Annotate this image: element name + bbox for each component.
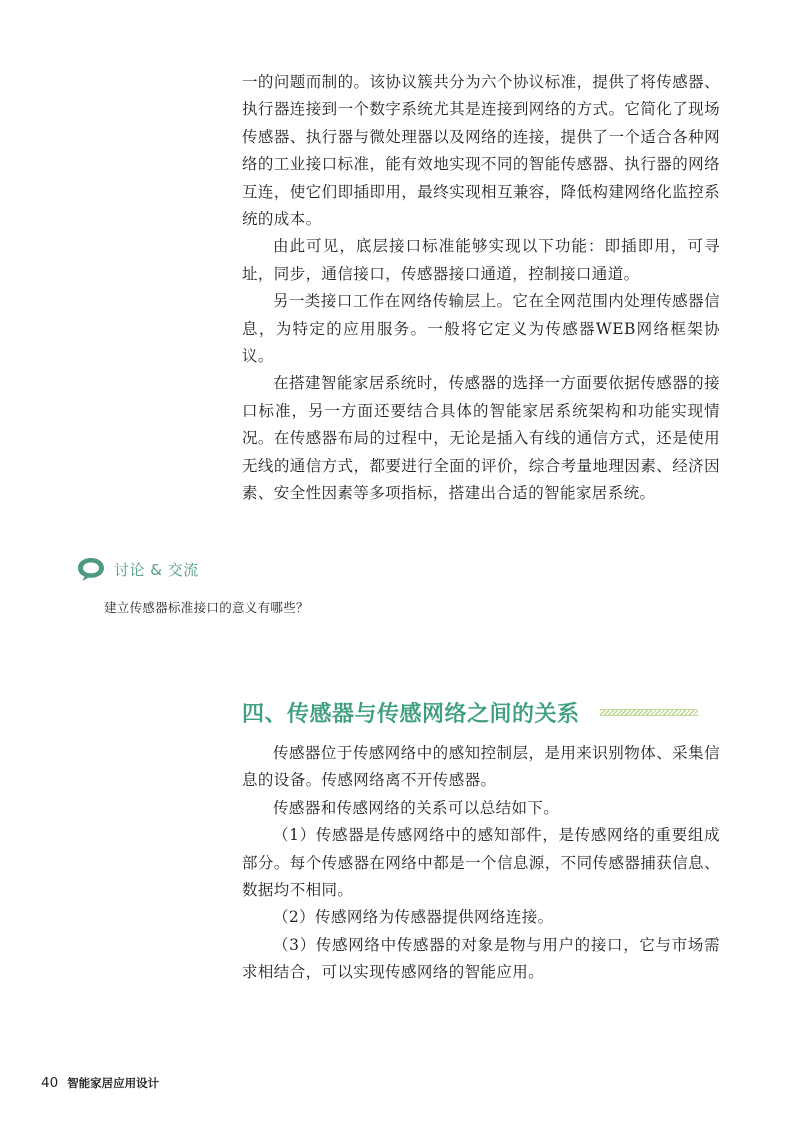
list-item: （3）传感网络中传感器的对象是物与用户的接口，它与市场需求相结合，可以实现传感网络的智能应用。: [242, 935, 720, 982]
decorative-rule: [600, 709, 698, 716]
page-number: 40: [41, 1075, 59, 1091]
discussion-question: 建立传感器标准接口的意义有哪些？: [104, 600, 309, 615]
section-title: 四、传感器与传感网络之间的关系: [242, 702, 580, 727]
list-item: （2）传感网络为传感器提供网络连接。: [273, 908, 554, 927]
paragraph: 由此可见，底层接口标准能够实现以下功能：即插即用，可寻址，同步，通信接口，传感器接口通道，控制接口通道。: [242, 237, 720, 283]
discussion-header: [76, 555, 199, 583]
section-header: [242, 697, 698, 728]
paragraph: 传感器位于传感网络中的感知控制层，是用来识别物体、采集信息的设备。传感网络离不开传感器。: [242, 744, 720, 790]
section-body: [242, 740, 720, 987]
paragraph: 在搭建智能家居系统时，传感器的选择一方面要依据传感器的接口标准，另一方面还要结合具体的智能家居系统架构和功能实现情况。在传感器布局的过程中，无论是插入有线的通信方式，还是使用无线的通信方式，都要进行全面的评价，综合考量地理因素、经济因素、安全性因素等多项指标，搭建出合适的智能家居系统。: [242, 374, 720, 503]
book-title: 智能家居应用设计: [67, 1076, 160, 1090]
page-footer: [41, 1075, 159, 1091]
paragraph: 另一类接口工作在网络传输层上。它在全网范围内处理传感器信息，为特定的应用服务。一般将它定义为传感器WEB网络框架协议。: [242, 292, 720, 366]
discussion-title: 讨论 & 交流: [114, 560, 199, 579]
body-text-block: [242, 69, 720, 508]
paragraph: 传感器和传感网络的关系可以总结如下。: [273, 798, 560, 817]
speech-bubble-icon: [76, 556, 106, 582]
paragraph: 一的问题而制的。该协议簇共分为六个协议标准，提供了将传感器、执行器连接到一个数字系统尤其是连接到网络的方式。它简化了现场传感器、执行器与微处理器以及网络的连接，提供了一个适合各种网络的工业接口标准，能有效地实现不同的智能传感器、执行器的网络互连，使它们即插即用，最终实现相互兼容，降低构建网络化监控系统的成本。: [242, 73, 720, 229]
list-item: （1）传感器是传感网络中的感知部件，是传感网络的重要组成部分。每个传感器在网络中都是一个信息源，不同传感器捕获信息、数据均不相同。: [242, 826, 720, 900]
